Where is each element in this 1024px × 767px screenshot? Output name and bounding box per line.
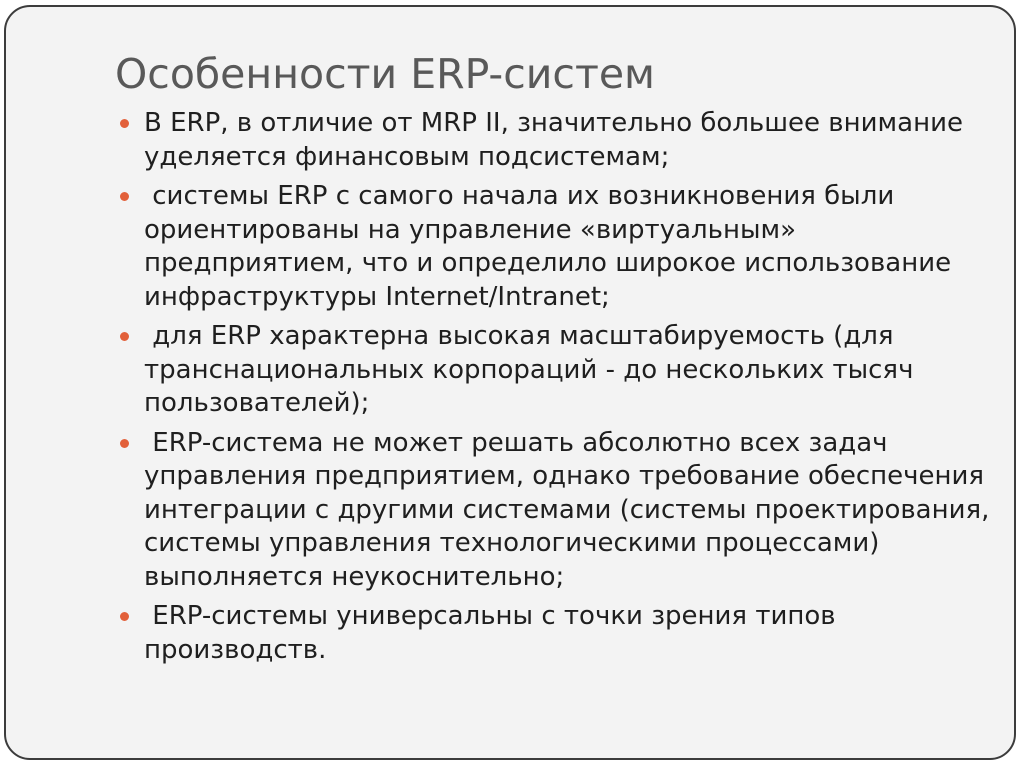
bullet-text: системы ERP с самого начала их возникновения были ориентированы на управление «виртуальным» предприятием, что и определило широкое использование инфраструктуры Internet/Intranet; bbox=[144, 181, 960, 312]
bullet-item bbox=[113, 107, 993, 174]
slide-title: Особенности ERP-систем bbox=[115, 50, 655, 98]
bullet-text: В ERP, в отличие от MRP II, значительно большее внимание уделяется финансовым подсистемам; bbox=[144, 108, 972, 172]
bullet-dot-icon bbox=[120, 192, 129, 201]
bullet-item bbox=[113, 427, 998, 595]
bullet-dot-icon bbox=[120, 612, 129, 621]
bullet-dot-icon bbox=[120, 119, 129, 128]
bullet-item bbox=[113, 600, 993, 667]
slide bbox=[4, 5, 1016, 760]
bullet-item bbox=[113, 320, 993, 421]
bullet-text: ERP-система не может решать абсолютно всех задач управления предприятием, однако требование обеспечения интеграции с другими системами (системы проектирования, системы управления технологическими процессами) выполняется неукоснительно; bbox=[144, 427, 998, 592]
bullet-dot-icon bbox=[120, 439, 129, 448]
bullet-list bbox=[113, 107, 998, 673]
bullet-item bbox=[113, 180, 993, 314]
bullet-text: для ERP характерна высокая масштабируемость (для транснациональных корпораций - до нескольких тысяч пользователей); bbox=[144, 321, 922, 418]
bullet-dot-icon bbox=[120, 332, 129, 341]
bullet-text: ERP-системы универсальны с точки зрения типов производств. bbox=[144, 601, 844, 665]
